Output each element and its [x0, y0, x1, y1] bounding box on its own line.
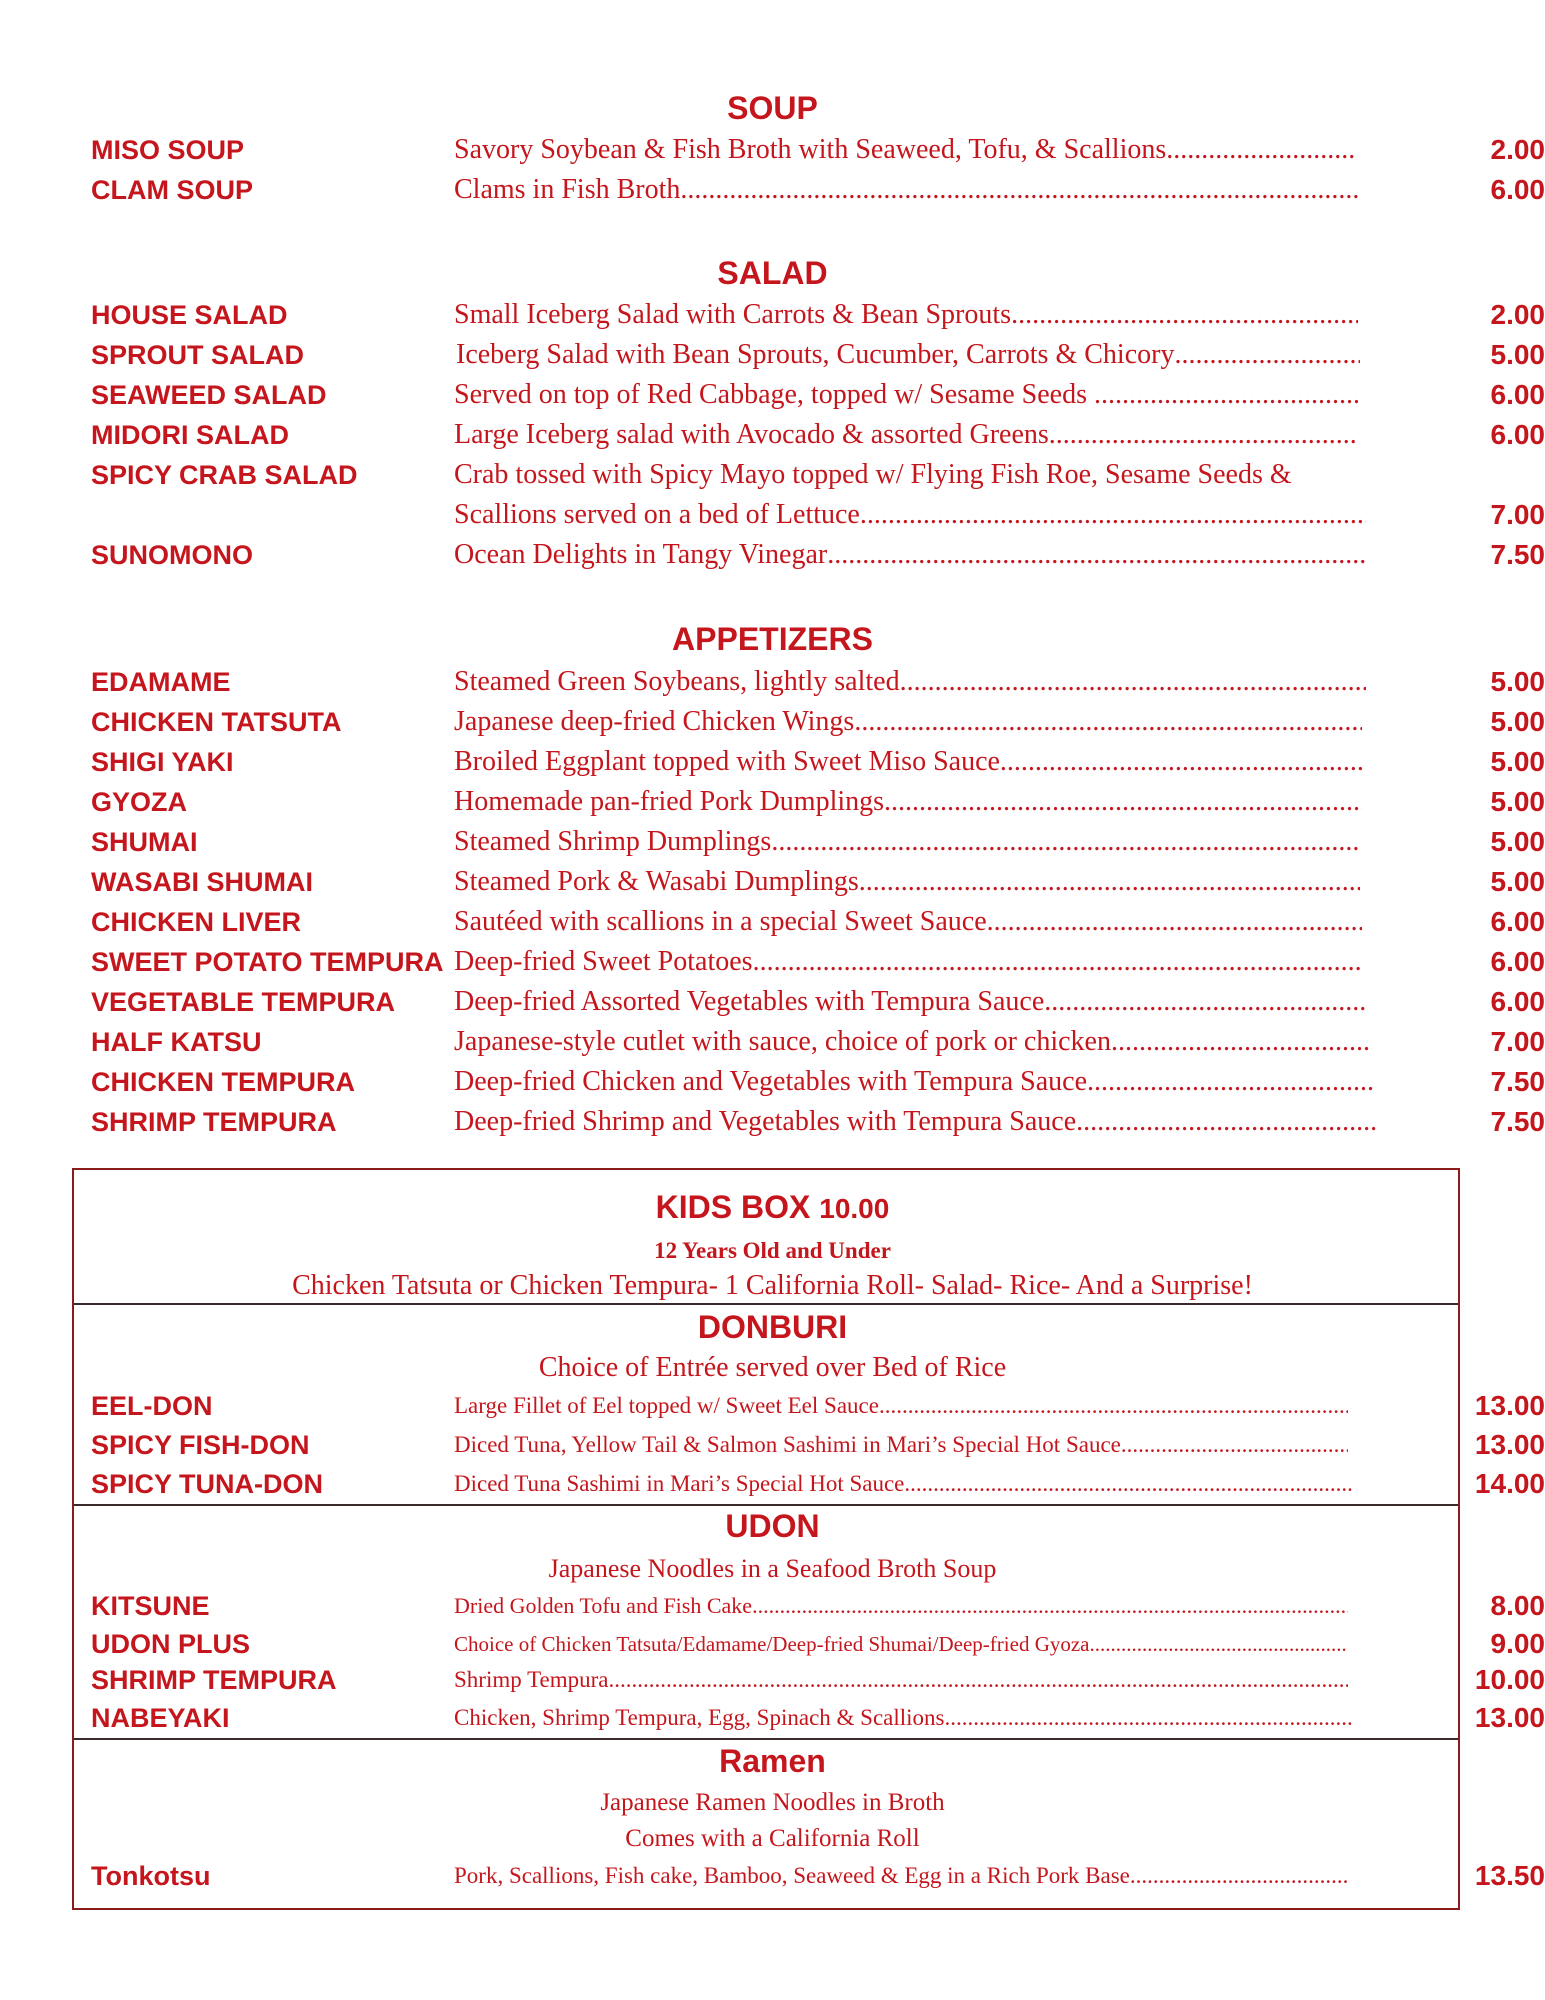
- menu-item: [0, 1102, 1545, 1142]
- menu-item: [0, 130, 1545, 170]
- menu-item: [0, 1698, 1545, 1738]
- item-name: SEAWEED SALAD: [91, 380, 327, 410]
- item-description: Pork, Scallions, Fish cake, Bamboo, Seaweed & Egg in a Rich Pork Base .....: [454, 1856, 1348, 1896]
- divider: [74, 1303, 1458, 1305]
- item-price: 7.00: [1490, 1026, 1545, 1057]
- item-description: Scallions served on a bed of Lettuce .....: [454, 495, 1366, 535]
- item-price: 9.00: [1490, 1628, 1545, 1659]
- kids-box-title: KIDS BOX 10.00: [655, 1189, 890, 1225]
- item-name: SHRIMP TEMPURA: [91, 1665, 337, 1695]
- item-description: Small Iceberg Salad with Carrots & Bean Sprouts .....: [454, 295, 1358, 335]
- item-price: 6.00: [1490, 906, 1545, 937]
- item-price: 5.00: [1490, 706, 1545, 737]
- item-description: Large Iceberg salad with Avocado & assorted Greens .....: [454, 415, 1358, 455]
- item-name: SHRIMP TEMPURA: [91, 1107, 337, 1137]
- item-description-line1: Crab tossed with Spicy Mayo topped w/ Flying Fish Roe, Sesame Seeds &: [454, 459, 1292, 490]
- item-description: Dried Golden Tofu and Fish Cake .....: [454, 1586, 1348, 1626]
- item-name: VEGETABLE TEMPURA: [91, 987, 396, 1017]
- menu-item-continued: [0, 495, 1545, 535]
- item-description: Shrimp Tempura .....: [454, 1660, 1348, 1700]
- item-name: WASABI SHUMAI: [91, 867, 313, 897]
- item-price: 5.00: [1490, 666, 1545, 697]
- menu-item: [0, 902, 1545, 942]
- item-description: Deep-fried Sweet Potatoes .....: [454, 942, 1362, 982]
- item-description: Homemade pan-fried Pork Dumplings .....: [454, 782, 1362, 822]
- udon-subtitle: Japanese Noodles in a Seafood Broth Soup: [548, 1554, 997, 1583]
- item-price: 13.00: [1474, 1390, 1545, 1421]
- menu-item: [0, 982, 1545, 1022]
- item-price: 2.00: [1490, 299, 1545, 330]
- menu-item: [0, 295, 1545, 335]
- menu-item: [0, 942, 1545, 982]
- item-name: SPICY TUNA-DON: [91, 1469, 324, 1499]
- item-name: SPROUT SALAD: [91, 340, 305, 370]
- item-name: SWEET POTATO TEMPURA: [91, 947, 444, 977]
- menu-item: [0, 1586, 1545, 1626]
- item-price: 5.00: [1490, 826, 1545, 857]
- ramen-title: Ramen: [719, 1743, 826, 1779]
- item-description: Iceberg Salad with Bean Sprouts, Cucumber, Carrots & Chicory .....: [456, 335, 1360, 375]
- menu-item: [0, 1425, 1545, 1465]
- menu-item: [0, 1856, 1545, 1896]
- item-name: SPICY CRAB SALAD: [91, 460, 358, 490]
- menu-item: [0, 1624, 1545, 1664]
- item-description: Diced Tuna Sashimi in Mari’s Special Hot Sauce .....: [454, 1464, 1352, 1504]
- item-description: Broiled Eggplant topped with Sweet Miso Sauce .....: [454, 742, 1362, 782]
- item-price: 7.00: [1490, 499, 1545, 530]
- item-description: Deep-fried Assorted Vegetables with Tempura Sauce .....: [454, 982, 1366, 1022]
- item-price: 13.00: [1474, 1429, 1545, 1460]
- item-price: 6.00: [1490, 419, 1545, 450]
- item-name: SHUMAI: [91, 827, 198, 857]
- ramen-subtitle-2: Comes with a California Roll: [625, 1825, 920, 1852]
- item-name: UDON PLUS: [91, 1629, 251, 1659]
- item-description: Deep-fried Chicken and Vegetables with Tempura Sauce .....: [454, 1062, 1374, 1102]
- menu-item: [0, 782, 1545, 822]
- item-price: 5.00: [1490, 339, 1545, 370]
- item-name: CHICKEN TEMPURA: [91, 1067, 356, 1097]
- item-price: 7.50: [1490, 539, 1545, 570]
- item-price: 2.00: [1490, 134, 1545, 165]
- menu-item: [0, 170, 1545, 210]
- item-name: MISO SOUP: [91, 135, 245, 165]
- menu-item: [0, 662, 1545, 702]
- ramen-subtitle-1: Japanese Ramen Noodles in Broth: [600, 1789, 945, 1816]
- menu-item: [0, 375, 1545, 415]
- divider: [74, 1738, 1458, 1740]
- item-price: 5.00: [1490, 866, 1545, 897]
- item-description: Steamed Green Soybeans, lightly salted .....: [454, 662, 1366, 702]
- item-name: HOUSE SALAD: [91, 300, 288, 330]
- item-name: MIDORI SALAD: [91, 420, 289, 450]
- item-name: CLAM SOUP: [91, 175, 253, 205]
- item-description: Choice of Chicken Tatsuta/Edamame/Deep-fried Shumai/Deep-fried Gyoza .....: [454, 1624, 1346, 1664]
- salad-title: SALAD: [717, 255, 828, 291]
- item-description: Japanese-style cutlet with sauce, choice of pork or chicken .....: [454, 1022, 1372, 1062]
- item-name: SPICY FISH-DON: [91, 1430, 310, 1460]
- item-name: CHICKEN LIVER: [91, 907, 302, 937]
- menu-item: [0, 1386, 1545, 1426]
- item-price: 14.00: [1474, 1468, 1545, 1499]
- item-name: NABEYAKI: [91, 1703, 230, 1733]
- item-description: Diced Tuna, Yellow Tail & Salmon Sashimi in Mari’s Special Hot Sauce .....: [454, 1425, 1348, 1465]
- item-price: 13.50: [1474, 1860, 1545, 1891]
- item-name: EEL-DON: [91, 1391, 213, 1421]
- donburi-subtitle: Choice of Entrée served over Bed of Rice: [538, 1352, 1007, 1383]
- kids-box-description: Chicken Tatsuta or Chicken Tempura- 1 California Roll- Salad- Rice- And a Surprise!: [292, 1270, 1253, 1301]
- item-price: 13.00: [1474, 1702, 1545, 1733]
- menu-item: [0, 335, 1545, 375]
- item-description: Savory Soybean & Fish Broth with Seaweed, Tofu, & Scallions .....: [454, 130, 1354, 170]
- item-description: Steamed Pork & Wasabi Dumplings .....: [454, 862, 1360, 902]
- item-price: 5.00: [1490, 786, 1545, 817]
- item-description: Served on top of Red Cabbage, topped w/ Sesame Seeds .....: [454, 375, 1358, 415]
- menu-item: [0, 535, 1545, 575]
- soup-title: SOUP: [727, 90, 818, 126]
- item-description: Sautéed with scallions in a special Sweet Sauce .....: [454, 902, 1362, 942]
- menu-item: [0, 1022, 1545, 1062]
- item-description: Japanese deep-fried Chicken Wings .....: [454, 702, 1362, 742]
- item-name: HALF KATSU: [91, 1027, 262, 1057]
- menu-item: [0, 455, 1545, 495]
- item-description: Chicken, Shrimp Tempura, Egg, Spinach & Scallions .....: [454, 1698, 1352, 1738]
- item-name: SUNOMONO: [91, 540, 253, 570]
- udon-title: UDON: [725, 1508, 820, 1544]
- item-name: KITSUNE: [91, 1591, 210, 1621]
- kids-box-subtitle: 12 Years Old and Under: [654, 1238, 891, 1263]
- item-price: 6.00: [1490, 379, 1545, 410]
- item-description: Clams in Fish Broth .....: [454, 170, 1358, 210]
- item-price: 6.00: [1490, 986, 1545, 1017]
- item-name: GYOZA: [91, 787, 188, 817]
- item-price: 8.00: [1490, 1590, 1545, 1621]
- menu-item: [0, 862, 1545, 902]
- donburi-title: DONBURI: [697, 1309, 848, 1345]
- menu-item: [0, 702, 1545, 742]
- item-price: 10.00: [1474, 1664, 1545, 1695]
- menu-item: [0, 1062, 1545, 1102]
- item-price: 6.00: [1490, 946, 1545, 977]
- menu-item: [0, 415, 1545, 455]
- menu-item: [0, 742, 1545, 782]
- item-name: CHICKEN TATSUTA: [91, 707, 342, 737]
- item-description: Large Fillet of Eel topped w/ Sweet Eel Sauce .....: [454, 1386, 1348, 1426]
- item-description: Steamed Shrimp Dumplings .....: [454, 822, 1360, 862]
- item-price: 7.50: [1490, 1106, 1545, 1137]
- menu-item: [0, 1660, 1545, 1700]
- item-price: 7.50: [1490, 1066, 1545, 1097]
- item-price: 5.00: [1490, 746, 1545, 777]
- item-name: EDAMAME: [91, 667, 231, 697]
- item-name: SHIGI YAKI: [91, 747, 234, 777]
- appetizers-title: APPETIZERS: [672, 621, 873, 657]
- item-description: Ocean Delights in Tangy Vinegar .....: [454, 535, 1366, 575]
- item-description: Deep-fried Shrimp and Vegetables with Tempura Sauce .....: [454, 1102, 1376, 1142]
- menu-item: [0, 1464, 1545, 1504]
- item-name: Tonkotsu: [91, 1861, 211, 1891]
- item-price: 6.00: [1490, 174, 1545, 205]
- menu-item: [0, 822, 1545, 862]
